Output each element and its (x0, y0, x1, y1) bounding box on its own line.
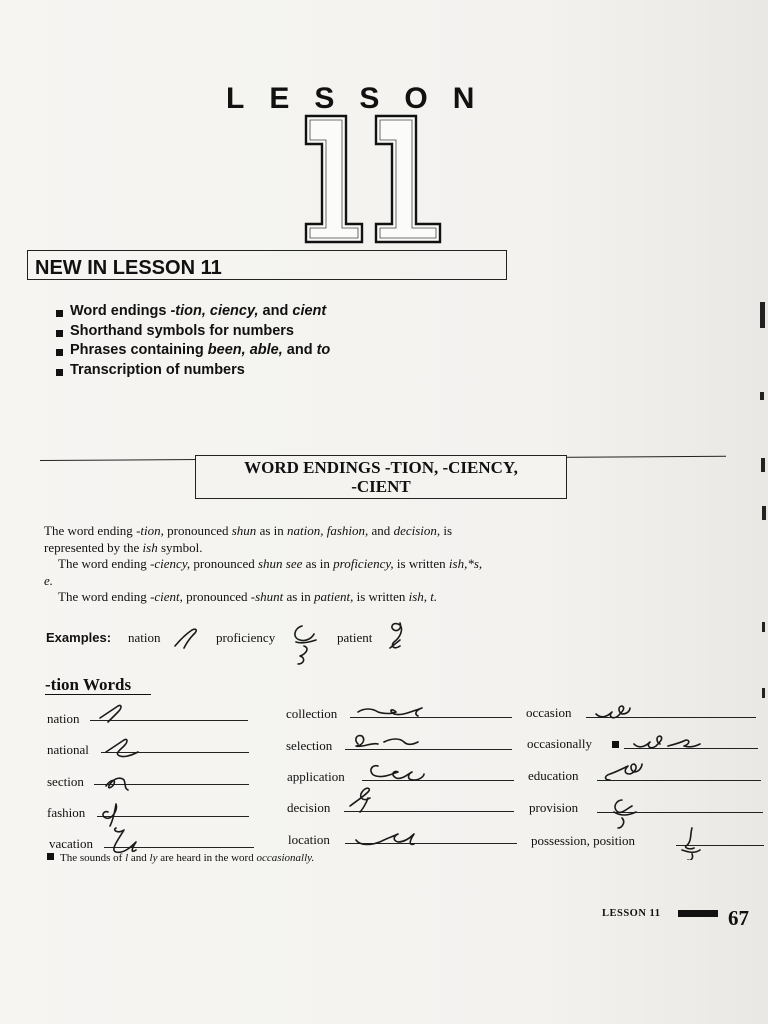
emphasis-text: -ciency, (150, 556, 191, 571)
word-endings-paragraph (44, 523, 490, 606)
emphasis-text: been, able, (207, 342, 283, 358)
word-endings-title-line2: -CIENT (351, 477, 411, 496)
emphasis-text: decision, (393, 523, 441, 538)
lesson-number-graphic (304, 112, 444, 246)
emphasis-text: shun see (258, 556, 303, 571)
shorthand-proficiency-outline (290, 622, 320, 668)
emphasis-text: nation, fashion, (287, 523, 369, 538)
text-run: and (282, 342, 317, 358)
word-national: national (47, 742, 89, 757)
text-run: The word ending (58, 556, 151, 571)
word-collection: collection (286, 706, 338, 721)
emphasis-text: ish, t. (408, 589, 438, 604)
shorthand-nation-outline (172, 626, 202, 650)
text-run: pronounced (163, 523, 232, 538)
handwritten-shorthand-outlines (0, 700, 768, 860)
paragraph-line (44, 589, 490, 606)
word-vacation: vacation (49, 836, 94, 851)
emphasis-text: -tion, ciency, (170, 303, 259, 319)
text-run: Phrases containing (70, 342, 208, 358)
examples-label: Examples: (46, 630, 112, 645)
outline-selection (356, 736, 418, 747)
footnote-bullet (47, 853, 54, 860)
new-in-lesson-title: NEW IN LESSON 11 (35, 257, 222, 279)
text-run: as in (283, 589, 314, 604)
emphasis-text: ish (142, 539, 158, 555)
word-selection: selection (286, 738, 333, 753)
word-application: application (287, 769, 345, 784)
emphasis-text: proficiency, (333, 556, 394, 571)
text-run: pronounced (182, 589, 251, 604)
outline-provision (614, 800, 636, 828)
new-in-lesson-item (56, 302, 330, 322)
outline-fashion (103, 804, 116, 826)
text-run: as in (302, 556, 334, 571)
text-run: and (258, 303, 293, 319)
paragraph-line (44, 523, 490, 556)
example-nation: nation (128, 630, 161, 645)
text-run: are heard in the word (157, 852, 257, 864)
word-provision: provision (529, 800, 579, 815)
text-run: is written (353, 589, 409, 604)
word-endings-title-line1: WORD ENDINGS -TION, -CIENCY, (244, 458, 518, 477)
word-decision: decision (287, 800, 331, 815)
outline-national (106, 739, 138, 756)
outline-application (371, 766, 424, 780)
outline-nation (100, 705, 121, 722)
new-in-lesson-item (56, 361, 330, 381)
outline-collection (358, 708, 422, 716)
tion-words-title: -tion Words (45, 675, 132, 694)
emphasis-text: -cient, (150, 589, 183, 604)
word-occasion: occasion (526, 705, 572, 720)
word-nation: nation (47, 711, 80, 726)
emphasis-text: -shunt (250, 589, 284, 604)
running-head: LESSON 11 (602, 908, 661, 919)
emphasis-text: shun (231, 523, 257, 538)
text-run: is written (393, 556, 449, 571)
paragraph-line (44, 556, 490, 589)
emphasis-text: l (125, 852, 129, 864)
page-number: 67 (728, 906, 749, 930)
text-run: The sounds of (60, 852, 126, 864)
example-patient: patient (337, 630, 373, 645)
text-run: as in (256, 523, 288, 538)
text-run: and (368, 523, 394, 538)
word-endings-title (198, 458, 564, 496)
text-run: and (128, 852, 150, 864)
emphasis-text: ish,*s, e. (44, 556, 483, 588)
lesson-heading: LESSON (226, 82, 500, 115)
word-location: location (288, 832, 330, 847)
outline-occasionally (634, 736, 700, 748)
text-run: The word ending (58, 589, 151, 604)
text-run: Word endings (70, 303, 171, 319)
outline-vacation (114, 828, 136, 852)
emphasis-text: patient, (313, 589, 354, 604)
footnote (47, 852, 314, 864)
text-run: pronounced (190, 556, 258, 571)
outline-decision (350, 788, 370, 812)
new-in-lesson-list (56, 302, 330, 380)
word-fashion: fashion (47, 805, 86, 820)
outline-occasion (596, 706, 630, 718)
word-possession-position: possession, position (531, 833, 636, 848)
examples-row (46, 630, 111, 646)
shorthand-patient-outline (384, 620, 410, 654)
text-run: Shorthand symbols for numbers (70, 322, 294, 339)
outline-education (606, 764, 643, 780)
word-section: section (47, 774, 84, 789)
new-in-lesson-item (56, 322, 330, 342)
text-run: The word ending (44, 523, 137, 538)
word-occasionally: occasionally (527, 736, 592, 751)
running-head-bar (678, 910, 718, 917)
example-proficiency: proficiency (216, 630, 276, 645)
emphasis-text: to (316, 342, 331, 358)
text-run: Transcription of numbers (70, 361, 245, 378)
outline-possession-position (682, 828, 700, 860)
emphasis-text: cient (292, 303, 327, 319)
text-run: is represented by the (44, 523, 453, 555)
outline-location (356, 834, 414, 845)
outline-section (106, 778, 128, 790)
text-run: symbol. (157, 539, 203, 555)
new-in-lesson-item (56, 341, 330, 361)
tion-words-underline (45, 694, 151, 695)
emphasis-text: ly (149, 852, 158, 864)
word-education: education (528, 768, 579, 783)
emphasis-text: occasionally. (256, 852, 315, 864)
emphasis-text: -tion, (136, 523, 164, 538)
